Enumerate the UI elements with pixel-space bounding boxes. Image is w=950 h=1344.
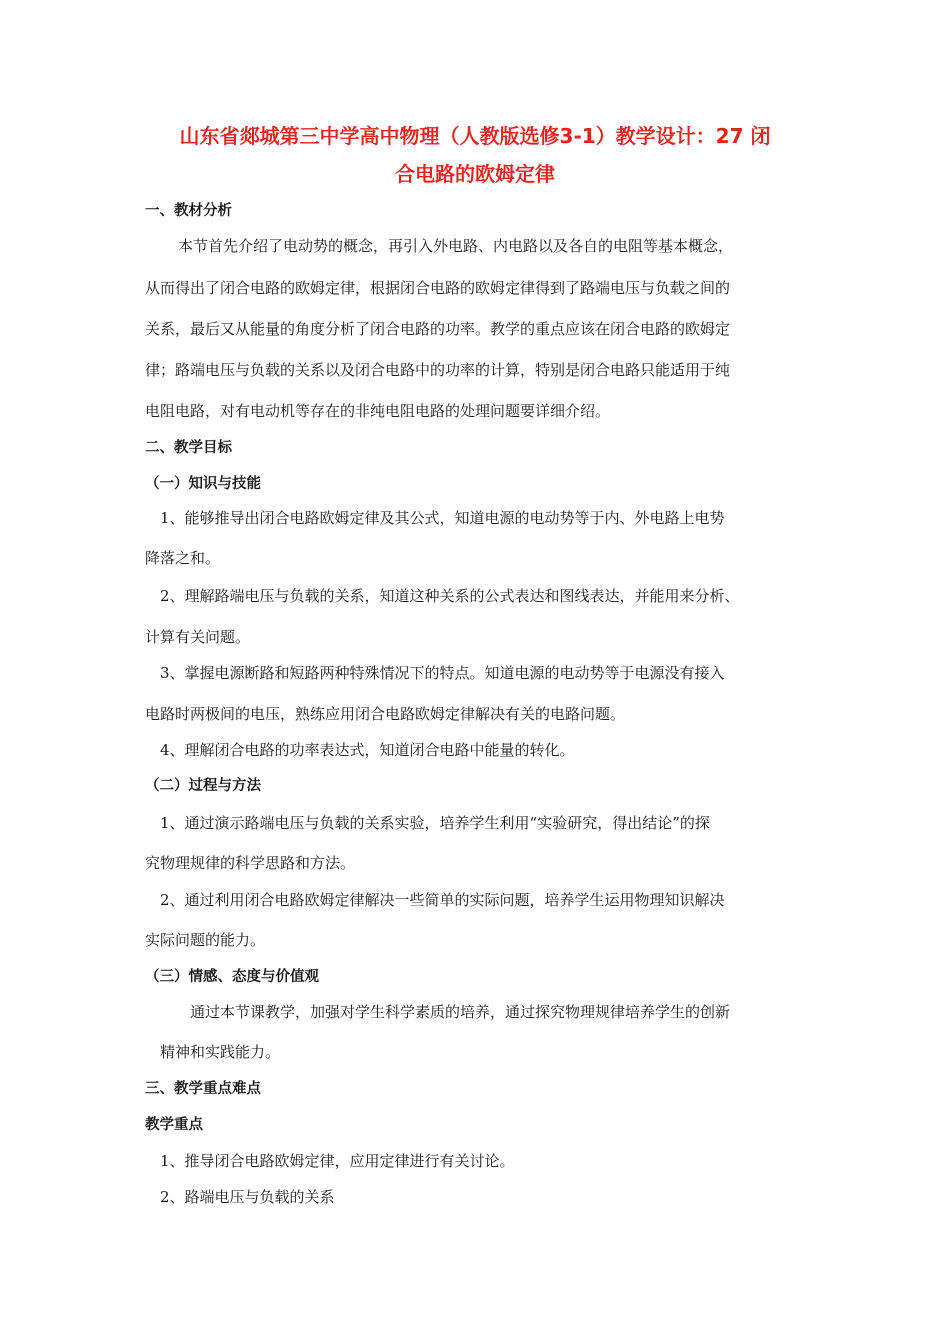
paragraph-line: 通过本节课教学，加强对学生科学素质的培养，通过探究物理规律培养学生的创新: [190, 1003, 731, 1021]
list-item-line: 1、推导闭合电路欧姆定律，应用定律进行有关讨论。: [160, 1152, 515, 1170]
subsection-heading-knowledge: （一）知识与技能: [145, 476, 261, 492]
section-heading-key-points: 三、教学重点难点: [145, 1081, 261, 1097]
list-item-line: 2、通过利用闭合电路欧姆定律解决一些简单的实际问题，培养学生运用物理知识解决: [160, 891, 725, 909]
list-item-line: 实际问题的能力。: [145, 931, 266, 949]
list-item-line: 4、理解闭合电路的功率表达式，知道闭合电路中能量的转化。: [160, 741, 575, 759]
section-heading-materials: 一、教材分析: [145, 203, 232, 219]
subsection-heading-focus: 教学重点: [145, 1117, 203, 1133]
document-title-line-1: 山东省郯城第三中学高中物理（人教版选修3-1）教学设计：27 闭: [179, 124, 771, 148]
list-item-line: 1、通过演示路端电压与负载的关系实验，培养学生利用“实验研究，得出结论”的探: [160, 814, 710, 832]
list-item-line: 2、路端电压与负载的关系: [160, 1188, 335, 1206]
list-item-line: 电路时两极间的电压，熟练应用闭合电路欧姆定律解决有关的电路问题。: [145, 705, 626, 723]
subsection-heading-process: （二）过程与方法: [145, 778, 261, 794]
document-title-line-2: 合电路的欧姆定律: [395, 162, 555, 186]
list-item-line: 究物理规律的科学思路和方法。: [145, 854, 356, 872]
paragraph-line: 精神和实践能力。: [160, 1043, 281, 1061]
list-item-line: 计算有关问题。: [145, 628, 251, 646]
list-item-line: 降落之和。: [145, 549, 221, 567]
list-item-line: 1、能够推导出闭合电路欧姆定律及其公式，知道电源的电动势等于内、外电路上电势: [160, 509, 725, 527]
subsection-heading-values: （三）情感、态度与价值观: [145, 969, 319, 985]
paragraph-line: 电阻电路，对有电动机等存在的非纯电阻电路的处理问题要详细介绍。: [145, 402, 611, 420]
list-item-line: 3、掌握电源断路和短路两种特殊情况下的特点。知道电源的电动势等于电源没有接入: [160, 664, 725, 682]
paragraph-line: 律；路端电压与负载的关系以及闭合电路中的功率的计算，特别是闭合电路只能适用于纯: [145, 361, 731, 379]
paragraph-line: 从而得出了闭合电路的欧姆定律，根据闭合电路的欧姆定律得到了路端电压与负载之间的: [145, 279, 731, 297]
paragraph-line: 关系，最后又从能量的角度分析了闭合电路的功率。教学的重点应该在闭合电路的欧姆定: [145, 320, 731, 338]
list-item-line: 2、理解路端电压与负载的关系，知道这种关系的公式表达和图线表达，并能用来分析、: [160, 587, 740, 605]
paragraph-line: 本节首先介绍了电动势的概念，再引入外电路、内电路以及各自的电阻等基本概念，: [178, 237, 734, 255]
section-heading-objectives: 二、教学目标: [145, 440, 232, 456]
